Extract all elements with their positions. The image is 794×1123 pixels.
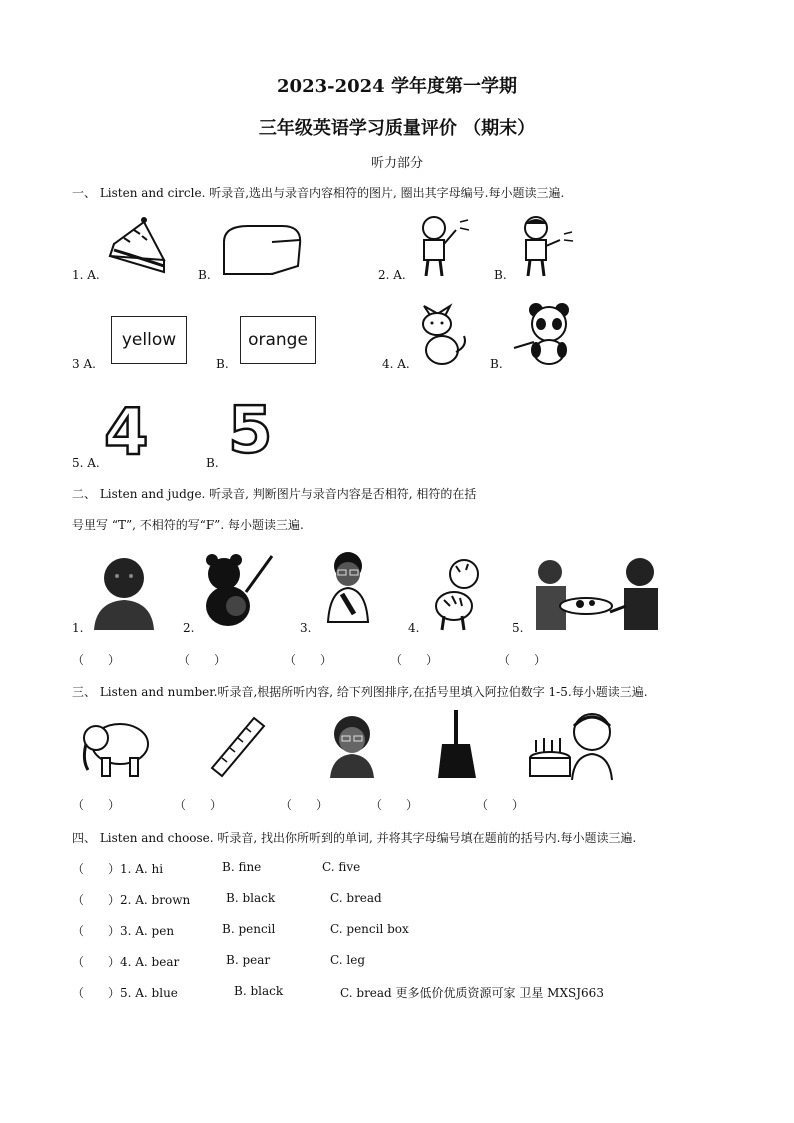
section2-instruction-line2: 号里写 “T”, 不相符的写“F”. 每小题读三遍. xyxy=(72,518,304,532)
food-serving-image xyxy=(534,556,662,632)
q4-4-option-c: C. leg xyxy=(330,953,366,967)
q3-label-a: 3 A. xyxy=(72,357,96,371)
q4-3-option-b: B. pencil xyxy=(222,922,276,936)
s2-label-2: 2. xyxy=(183,621,195,635)
yellow-word-card: yellow xyxy=(111,316,187,364)
q4-2-option-b: B. black xyxy=(226,891,276,905)
q2-label-a: 2. A. xyxy=(378,268,406,282)
elephant-image xyxy=(80,716,154,778)
s3-answer-blank-1[interactable]: （ ） xyxy=(72,798,121,812)
tiger-image xyxy=(430,556,486,632)
q5-label-a: 5. A. xyxy=(72,456,100,470)
q4-5-option-b: B. black xyxy=(234,984,284,998)
girl-with-glasses-image xyxy=(318,550,378,626)
s3-answer-blank-5[interactable]: （ ） xyxy=(476,798,525,812)
section1-instruction: 一、 Listen and circle. 听录音,选出与录音内容相符的图片, 圈出其字母编号.每小题读三遍. xyxy=(72,186,565,200)
mop-broom-image xyxy=(436,710,478,780)
s2-answer-blank-2[interactable]: （ ） xyxy=(178,653,227,667)
q4-3-stem[interactable]: （ ）3. A. pen xyxy=(72,924,175,938)
dark-boy-image xyxy=(90,554,158,630)
cake-slice-image xyxy=(104,216,168,278)
s3-answer-blank-3[interactable]: （ ） xyxy=(280,798,329,812)
q4-label-a: 4. A. xyxy=(382,357,410,371)
q4-2-stem[interactable]: （ ）2. A. brown xyxy=(72,893,191,907)
boy-waving-image xyxy=(412,214,472,280)
q3-label-b: B. xyxy=(216,357,229,371)
orange-word-card: orange xyxy=(240,316,316,364)
s2-answer-blank-3[interactable]: （ ） xyxy=(284,653,333,667)
q2-label-b: B. xyxy=(494,268,507,282)
s2-answer-blank-1[interactable]: （ ） xyxy=(72,653,121,667)
section2-instruction-line1: 二、 Listen and judge. 听录音, 判断图片与录音内容是否相符, 相符的在括 xyxy=(72,487,477,501)
q4-1-stem[interactable]: （ ）1. A. hi xyxy=(72,862,164,876)
bread-loaf-image xyxy=(218,222,304,276)
panda-image xyxy=(514,302,578,366)
bear-with-ruler-image xyxy=(198,552,278,628)
exam-subtitle: 三年级英语学习质量评价 （期末） xyxy=(258,118,536,139)
exam-title: 2023-2024 学年度第一学期 xyxy=(277,76,517,97)
q5-label-b: B. xyxy=(206,456,219,470)
q4-5-option-c: C. bread 更多低价优质资源可家 卫星 MXSJ663 xyxy=(340,986,604,1000)
part-heading: 听力部分 xyxy=(370,156,423,171)
s2-answer-blank-4[interactable]: （ ） xyxy=(390,653,439,667)
birthday-girl-with-cake-image xyxy=(528,708,620,780)
section4-instruction: 四、 Listen and choose. 听录音, 找出你所听到的单词, 并将其字母编号填在题前的括号内.每小题读三遍. xyxy=(72,831,637,845)
s3-answer-blank-4[interactable]: （ ） xyxy=(370,798,419,812)
s2-answer-blank-5[interactable]: （ ） xyxy=(498,653,547,667)
girl-portrait-image xyxy=(326,714,378,778)
s2-label-4: 4. xyxy=(408,621,420,635)
q4-4-option-b: B. pear xyxy=(226,953,271,967)
q4-1-option-b: B. fine xyxy=(222,860,262,874)
boy-pointing-image xyxy=(514,214,576,280)
q1-label-a: 1. A. xyxy=(72,268,100,282)
q4-4-stem[interactable]: （ ）4. A. bear xyxy=(72,955,180,969)
s2-label-5: 5. xyxy=(512,621,524,635)
ruler-image xyxy=(208,716,268,778)
number-four-image: 4 xyxy=(104,396,149,470)
q4-2-option-c: C. bread xyxy=(330,891,382,905)
cat-image xyxy=(416,302,470,366)
q4-5-stem[interactable]: （ ）5. A. blue xyxy=(72,986,178,1000)
s2-label-3: 3. xyxy=(300,621,312,635)
q1-label-b: B. xyxy=(198,268,211,282)
number-five-image: 5 xyxy=(228,394,273,468)
s3-answer-blank-2[interactable]: （ ） xyxy=(174,798,223,812)
section3-instruction: 三、 Listen and number.听录音,根据所听内容, 给下列图排序,在括号里填入阿拉伯数字 1-5.每小题读三遍. xyxy=(72,685,648,699)
s2-label-1: 1. xyxy=(72,621,84,635)
q4-1-option-c: C. five xyxy=(322,860,361,874)
q4-label-b: B. xyxy=(490,357,503,371)
q4-3-option-c: C. pencil box xyxy=(330,922,409,936)
